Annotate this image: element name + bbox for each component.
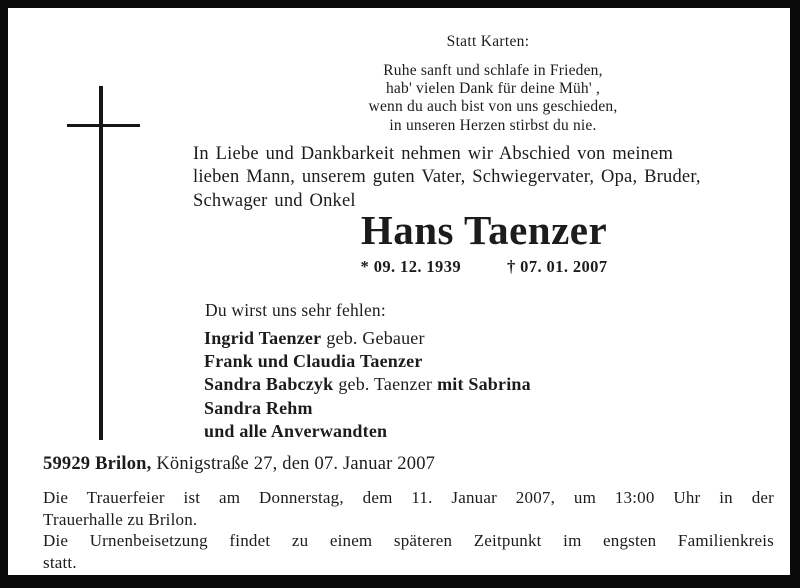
mourner-row bbox=[204, 350, 531, 373]
notice-card bbox=[8, 8, 790, 575]
mourner-name: Frank und Claudia Taenzer bbox=[204, 351, 423, 372]
poem-line: Ruhe sanft und schlafe in Frieden, bbox=[383, 62, 603, 79]
mourner-row bbox=[204, 397, 531, 420]
mourner-row bbox=[204, 420, 531, 443]
life-dates bbox=[164, 257, 800, 277]
farewell-line: Du wirst uns sehr fehlen: bbox=[205, 300, 386, 320]
cross-vertical-bar bbox=[99, 86, 103, 440]
mourner-suffix: geb. Taenzer bbox=[338, 374, 433, 395]
street-and-date: Königstraße 27, den 07. Januar 2007 bbox=[156, 454, 436, 474]
intro-line: Schwager und Onkel bbox=[193, 190, 356, 211]
mourner-extra: mit Sabrina bbox=[437, 374, 531, 395]
intro-line: lieben Mann, unserem guten Vater, Schwiegervater, Opa, Bruder, bbox=[193, 167, 701, 188]
mourner-name: Ingrid Taenzer bbox=[204, 328, 322, 348]
address-line bbox=[43, 454, 435, 475]
mourner-row bbox=[204, 373, 531, 396]
funeral-line: Die Urnenbeisetzung findet zu einem späteren Zeitpunkt im engsten Familienkreis bbox=[43, 531, 774, 551]
pre-header: Statt Karten: bbox=[446, 33, 530, 50]
memorial-poem bbox=[193, 62, 793, 135]
mourner-row bbox=[204, 327, 531, 350]
poem-line: wenn du auch bist von uns geschieden, bbox=[368, 98, 618, 116]
mourner-suffix: geb. Gebauer bbox=[326, 328, 425, 348]
intro-line: In Liebe und Dankbarkeit nehmen wir Abschied von meinem bbox=[193, 144, 674, 164]
birth-date: * 09. 12. 1939 bbox=[360, 257, 461, 276]
mourner-name: und alle Anverwandten bbox=[204, 420, 388, 441]
mourner-name: Sandra Babczyk bbox=[204, 374, 334, 395]
mourner-name: Sandra Rehm bbox=[204, 397, 313, 418]
mourners-list bbox=[204, 327, 531, 443]
deceased-name: Hans Taenzer bbox=[360, 207, 608, 253]
funeral-line: statt. bbox=[43, 552, 77, 572]
funeral-line: Die Trauerfeier ist am Donnerstag, dem 11. Januar 2007, um 13:00 Uhr in der bbox=[43, 488, 774, 507]
death-date: † 07. 01. 2007 bbox=[507, 257, 608, 276]
funeral-line: Trauerhalle zu Brilon. bbox=[43, 509, 198, 529]
postal-city: 59929 Brilon, bbox=[43, 454, 152, 474]
poem-line: hab' vielen Dank für deine Müh' , bbox=[385, 80, 601, 98]
poem-line: in unseren Herzen stirbst du nie. bbox=[389, 116, 597, 134]
funeral-details bbox=[43, 487, 774, 573]
intro-paragraph bbox=[193, 143, 793, 213]
cross-horizontal-bar bbox=[67, 124, 140, 128]
